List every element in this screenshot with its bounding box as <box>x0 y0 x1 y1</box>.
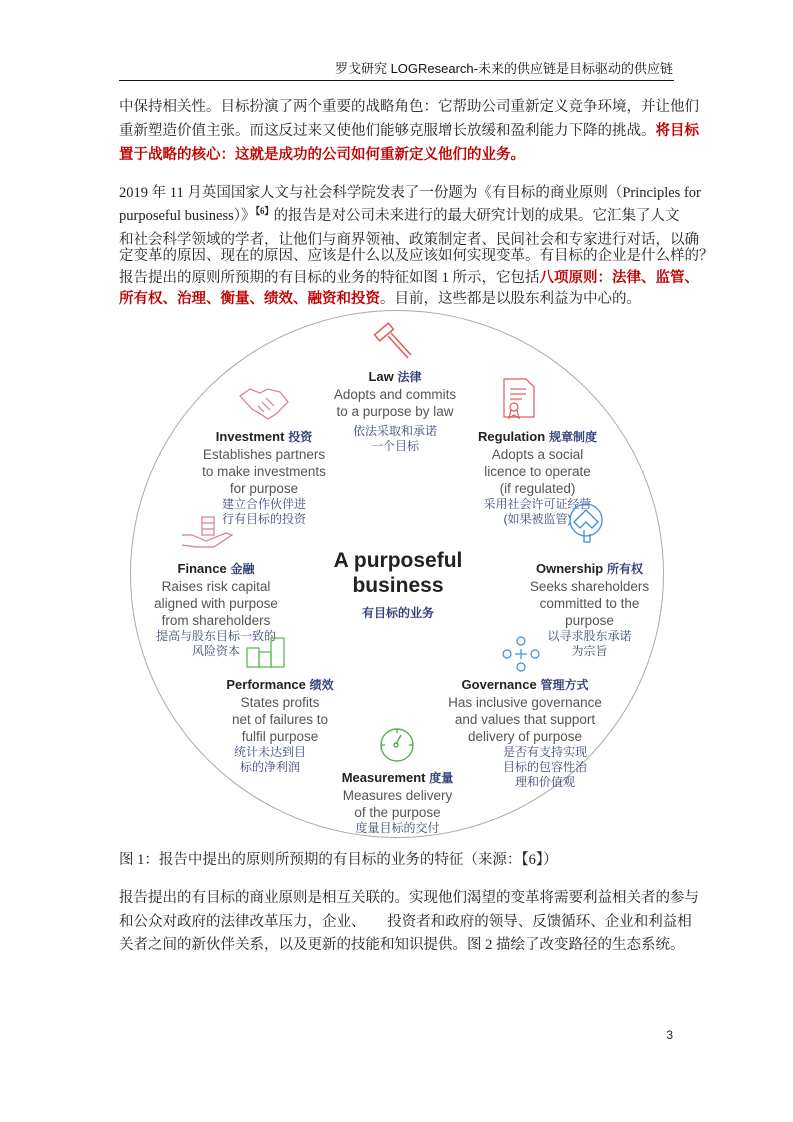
desc: of the purpose <box>354 805 441 820</box>
bar-chart-icon <box>246 636 288 668</box>
handshake-icon <box>238 386 290 422</box>
emphasis: 八项原则：法律、监管、 <box>539 270 699 286</box>
text: purposeful business）》 <box>119 208 256 224</box>
hand-coins-icon <box>180 515 236 551</box>
desc: Has inclusive governance <box>448 695 602 710</box>
paragraph-line-emphasis: 置于战略的核心：这就是成功的公司如何重新定义他们的业务。 <box>119 147 525 163</box>
running-header: 罗戈研究 LOGResearch-未来的供应链是目标驱动的供应链 <box>334 61 673 76</box>
cn-desc: 统计未达到目 <box>233 745 306 759</box>
citation: 【6】 <box>255 206 274 217</box>
cn-desc: 标的净利润 <box>239 760 300 774</box>
desc: purpose <box>565 613 614 628</box>
principle-measurement <box>330 769 465 836</box>
text: 重新塑造价值主张。而这反过来又使他们能够克服增长放缓和盈利能力下降的挑战。 <box>119 123 656 139</box>
desc: States profits <box>240 695 320 710</box>
ownership-house-icon <box>566 502 606 546</box>
desc: from shareholders <box>161 613 271 628</box>
title: Finance <box>177 561 227 576</box>
title: Measurement <box>341 770 426 785</box>
header-rule <box>119 80 674 81</box>
desc: (if regulated) <box>499 481 576 496</box>
title: Regulation <box>478 429 546 444</box>
paragraph-line: 2019 年 11 月英国国家人文与社会科学院发表了一份题为《有目标的商业原则（Principles for <box>119 185 701 201</box>
cn-title: 规章制度 <box>548 430 597 444</box>
figure-caption: 图 1：报告中提出的原则所预期的有目标的业务的特征（来源：【6】） <box>119 852 558 868</box>
paragraph-line <box>119 119 699 140</box>
principle-law <box>320 368 470 454</box>
cn-desc: 风险资本 <box>191 644 240 658</box>
desc: fulfil purpose <box>241 729 319 744</box>
page-number: 3 <box>666 1028 673 1042</box>
cn-desc: 建立合作伙伴进 <box>221 497 306 511</box>
desc: Adopts a social <box>491 447 584 462</box>
cn-desc: (如果被监管) <box>503 512 572 526</box>
desc: committed to the <box>539 596 640 611</box>
title: Investment <box>215 429 285 444</box>
desc: to make investments <box>202 464 326 479</box>
paragraph-line <box>119 204 680 225</box>
desc: aligned with purpose <box>154 596 278 611</box>
principle-performance <box>210 676 350 775</box>
paragraph-line <box>119 287 675 308</box>
cn-desc: 一个目标 <box>370 439 419 453</box>
gavel-icon <box>372 320 418 366</box>
desc: Adopts and commits <box>333 387 457 402</box>
desc: and values that support <box>454 712 596 727</box>
cn-desc: 以寻求股东承诺 <box>547 629 632 643</box>
cn-desc: 依法采取和承诺 <box>352 424 437 438</box>
text: 。目前，这些都是以股东利益为中心的。 <box>380 291 641 307</box>
paragraph-line: 和公众对政府的法律改革压力，企业、 投资者和政府的领导、反馈循环、企业和利益相 <box>119 914 692 930</box>
cn-title: 度量 <box>429 771 454 785</box>
cn-desc: 目标的包容性治 <box>502 760 587 774</box>
desc: delivery of purpose <box>467 729 583 744</box>
principle-investment <box>188 428 340 527</box>
cn-desc: 采用社会许可证经营 <box>483 497 592 511</box>
desc: Measures delivery <box>342 788 453 803</box>
cn-desc: 行有目标的投资 <box>221 512 306 526</box>
cn-title: 管理方式 <box>540 678 589 692</box>
desc: to a purpose by law <box>336 404 454 419</box>
paragraph-line <box>119 266 699 287</box>
paragraph-line: 和社会科学领域的学者，让他们与商界领袖、政策制定者、民间社会和专家进行对话，以确 <box>119 232 699 248</box>
cn-desc: 理和价值观 <box>514 775 575 789</box>
title: Ownership <box>536 561 604 576</box>
emphasis: 将目标 <box>655 123 699 139</box>
desc: Establishes partners <box>202 447 326 462</box>
diagram-center <box>318 548 478 621</box>
cn-title: 所有权 <box>606 562 643 576</box>
paragraph-line: 定变革的原因、现在的原因、应该是什么以及应该如何实现变革。有目标的企业是什么样的？ <box>119 248 714 264</box>
gauge-icon <box>378 726 416 764</box>
governance-nodes-icon <box>502 636 540 672</box>
cn-desc: 为宗旨 <box>571 644 608 658</box>
title: Law <box>368 369 394 384</box>
title: Governance <box>461 677 537 692</box>
emphasis: 所有权、治理、衡量、绩效、融资和投资 <box>119 291 380 307</box>
desc: for purpose <box>229 481 299 496</box>
title: Performance <box>226 677 306 692</box>
desc: net of failures to <box>231 712 329 727</box>
cn-title: 法律 <box>397 370 422 384</box>
cn-title: 投资 <box>288 430 313 444</box>
text: 的报告是对公司未来进行的最大研究计划的成果。它汇集了人文 <box>273 208 680 224</box>
cn-desc: 提高与股东目标一致的 <box>155 629 276 643</box>
paragraph-line: 关者之间的新伙伴关系，以及更新的技能和知识提供。图 2 描绘了改变路径的生态系统。 <box>119 937 685 953</box>
text: 报告提出的原则所预期的有目标的业务的特征如图 1 所示，它包括 <box>119 270 540 286</box>
cn-desc: 是否有支持实现 <box>502 745 587 759</box>
cn-desc: 度量目标的交付 <box>355 821 440 835</box>
cn-title: 绩效 <box>309 678 334 692</box>
desc: Seeks shareholders <box>529 579 650 594</box>
desc: licence to operate <box>484 464 591 479</box>
cn-title: 金融 <box>230 562 255 576</box>
desc: Raises risk capital <box>161 579 271 594</box>
center-cn-title: 有目标的业务 <box>361 606 434 620</box>
paragraph-line: 报告提出的有目标的商业原则是相互关联的。实现他们渴望的变革将需要利益相关者的参与 <box>119 890 699 906</box>
center-title: A purposeful business <box>333 549 463 597</box>
certificate-icon <box>502 377 536 421</box>
paragraph-line: 中保持相关性。目标扮演了两个重要的战略角色：它帮助公司重新定义竞争环境，并让他们 <box>119 99 699 115</box>
